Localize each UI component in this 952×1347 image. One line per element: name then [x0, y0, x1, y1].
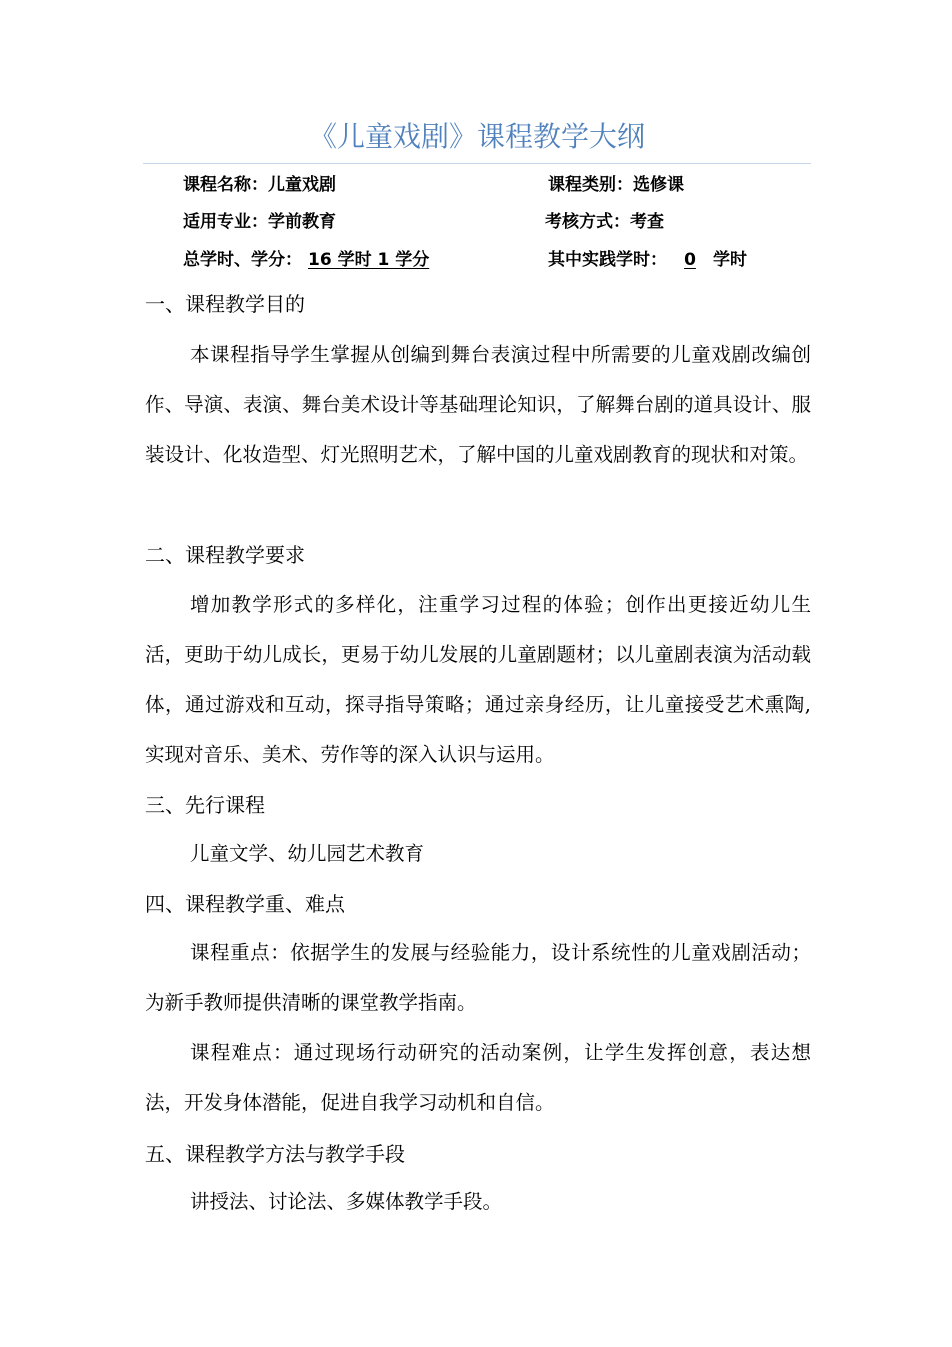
practice-hours-row: [548, 248, 747, 272]
course-type-row: [548, 173, 684, 197]
section-heading: 四、课程教学重、难点: [145, 892, 345, 916]
title-divider: [143, 163, 811, 164]
section-paragraph: 课程重点：依据学生的发展与经验能力，设计系统性的儿童戏剧活动；为新手教师提供清晰的课堂教学指南。: [145, 941, 811, 1014]
section-heading: 五、课程教学方法与教学手段: [145, 1142, 405, 1166]
section-paragraph: 儿童文学、幼儿园艺术教育: [190, 842, 425, 865]
course-type-label: 课程类别：: [548, 175, 633, 195]
practice-hours-label: 其中实践学时：: [548, 250, 667, 270]
document-title: 《儿童戏剧》课程教学大纲: [308, 120, 645, 153]
section-paragraph: 本课程指导学生掌握从创编到舞台表演过程中所需要的儿童戏剧改编创作、导演、表演、舞台美术设计等基础理论知识，了解舞台剧的道具设计、服装设计、化妆造型、灯光照明艺术，了解中国的儿童戏剧教育的现状和对策。: [145, 343, 811, 466]
course-type-value: 选修课: [633, 175, 684, 195]
assessment-label: 考核方式：: [545, 212, 630, 232]
section-paragraph: 增加教学形式的多样化，注重学习过程的体验；创作出更接近幼儿生活，更助于幼儿成长，更易于幼儿发展的儿童剧题材；以儿童剧表演为活动载体，通过游戏和互动，探寻指导策略；通过亲身经历，让儿童接受艺术熏陶,实现对音乐、美术、劳作等的深入认识与运用。: [145, 593, 811, 766]
assessment-value: 考查: [630, 212, 664, 232]
hours-label: 总学时、学分：: [183, 250, 302, 270]
section-paragraph: 讲授法、讨论法、多媒体教学手段。: [190, 1190, 503, 1213]
section-heading: 一、课程教学目的: [145, 292, 305, 316]
practice-hours-value: 0: [684, 250, 696, 270]
section-paragraph: 课程难点：通过现场行动研究的活动案例，让学生发挥创意，表达想法，开发身体潜能，促进自我学习动机和自信。: [145, 1041, 811, 1114]
course-name-value: 儿童戏剧: [268, 175, 336, 195]
major-row: [183, 210, 336, 234]
section-heading: 二、课程教学要求: [145, 543, 305, 567]
practice-hours-unit: 学时: [713, 250, 747, 270]
course-name-label: 课程名称：: [183, 175, 268, 195]
major-value: 学前教育: [268, 212, 336, 232]
hours-value: 16 学时 1 学分: [308, 250, 430, 270]
assessment-row: [545, 210, 664, 234]
hours-row: [183, 248, 431, 272]
course-name-row: [183, 173, 336, 197]
section-heading: 三、先行课程: [145, 793, 265, 817]
major-label: 适用专业：: [183, 212, 268, 232]
